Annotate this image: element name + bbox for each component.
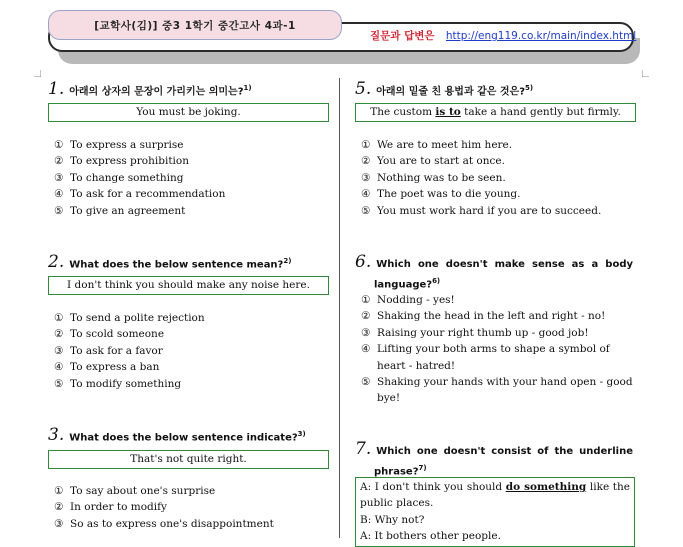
option: ① To express a surprise xyxy=(54,139,184,151)
option: ④ Lifting your both arms to shape a symbol of xyxy=(361,343,610,356)
option: ⑤ To modify something xyxy=(54,377,182,390)
question-5-box: The custom is to take a hand gently but firmly. xyxy=(355,103,636,122)
option: ② In order to modify xyxy=(54,501,167,514)
option: ③ To change something xyxy=(54,171,184,184)
option: ② To scold someone xyxy=(54,328,165,341)
question-3-box: That's not quite right. xyxy=(48,450,329,469)
question-7-prompt: 7. Which one doesn't consist of the underline phrase?$^{7)}$ xyxy=(355,439,633,478)
question-2-options xyxy=(54,310,205,392)
question-3-prompt: 3. What does the below sentence indicate?$^{3)}$ xyxy=(48,425,306,446)
option: ① To send a polite rejection xyxy=(54,312,205,324)
question-1-prompt: 1. 아래의 상자의 문장이 가리키는 의미는?$^{1)}$ xyxy=(48,79,252,100)
question-6-options xyxy=(361,292,633,407)
question-2-prompt: 2. What does the below sentence mean?$^{2)}$ xyxy=(48,252,292,273)
option: ③ To ask for a favor xyxy=(54,344,163,357)
option-continuation: bye! xyxy=(377,392,401,405)
option: ① To say about one's surprise xyxy=(54,485,216,497)
option: ③ So as to express one's disappointment xyxy=(54,517,274,530)
option: ④ The poet was to die young. xyxy=(361,188,521,201)
question-1-options xyxy=(54,137,225,219)
column-divider xyxy=(339,78,340,538)
option: ⑤ You must work hard if you are to succeed. xyxy=(361,204,602,217)
option-continuation: heart - hatred! xyxy=(377,359,456,372)
option: ② To express prohibition xyxy=(54,155,189,168)
question-6-prompt: 6. Which one doesn't make sense as a body language?$^{6)}$ xyxy=(355,252,633,291)
qa-label: 질문과 답변은 xyxy=(370,30,435,42)
option: ② You are to start at once. xyxy=(361,155,505,168)
option: ④ To express a ban xyxy=(54,361,160,374)
option: ③ Raising your right thumb up - good job! xyxy=(361,326,589,339)
underlined-phrase: do something xyxy=(505,481,587,493)
option: ⑤ Shaking your hands with your hand open - good xyxy=(361,376,633,389)
question-5-prompt: 5. 아래의 밑줄 친 용법과 같은 것은?$^{5)}$ xyxy=(355,79,534,100)
underlined-phrase: is to xyxy=(435,106,461,118)
qa-url-link[interactable]: http://eng119.co.kr/main/index.html xyxy=(445,30,637,42)
question-5-options xyxy=(361,137,601,219)
document-title: [교학사(김)] 중3 1학기 중간고사 4과-1 xyxy=(48,10,342,40)
dialogue-line: A: It bothers other people. xyxy=(360,530,501,543)
option: ③ Nothing was to be seen. xyxy=(361,171,506,184)
dialogue-line: A: I don't think you should do something like the xyxy=(360,481,630,493)
qa-section xyxy=(370,28,636,43)
dialogue-line: B: Why not? xyxy=(360,513,425,526)
dialogue-line: public places. xyxy=(360,497,434,510)
option: ① We are to meet him here. xyxy=(361,139,513,151)
question-2-box: I don't think you should make any noise here. xyxy=(48,276,329,295)
question-1-box: You must be joking. xyxy=(48,103,329,122)
question-3-options xyxy=(54,483,274,532)
question-7-dialogue xyxy=(355,477,635,547)
option: ② Shaking the head in the left and right - no! xyxy=(361,310,606,323)
corner-mark-left xyxy=(34,70,41,77)
option: ⑤ To give an agreement xyxy=(54,204,186,217)
option: ① Nodding - yes! xyxy=(361,294,455,306)
option: ④ To ask for a recommendation xyxy=(54,188,226,201)
corner-mark-right xyxy=(642,70,649,77)
